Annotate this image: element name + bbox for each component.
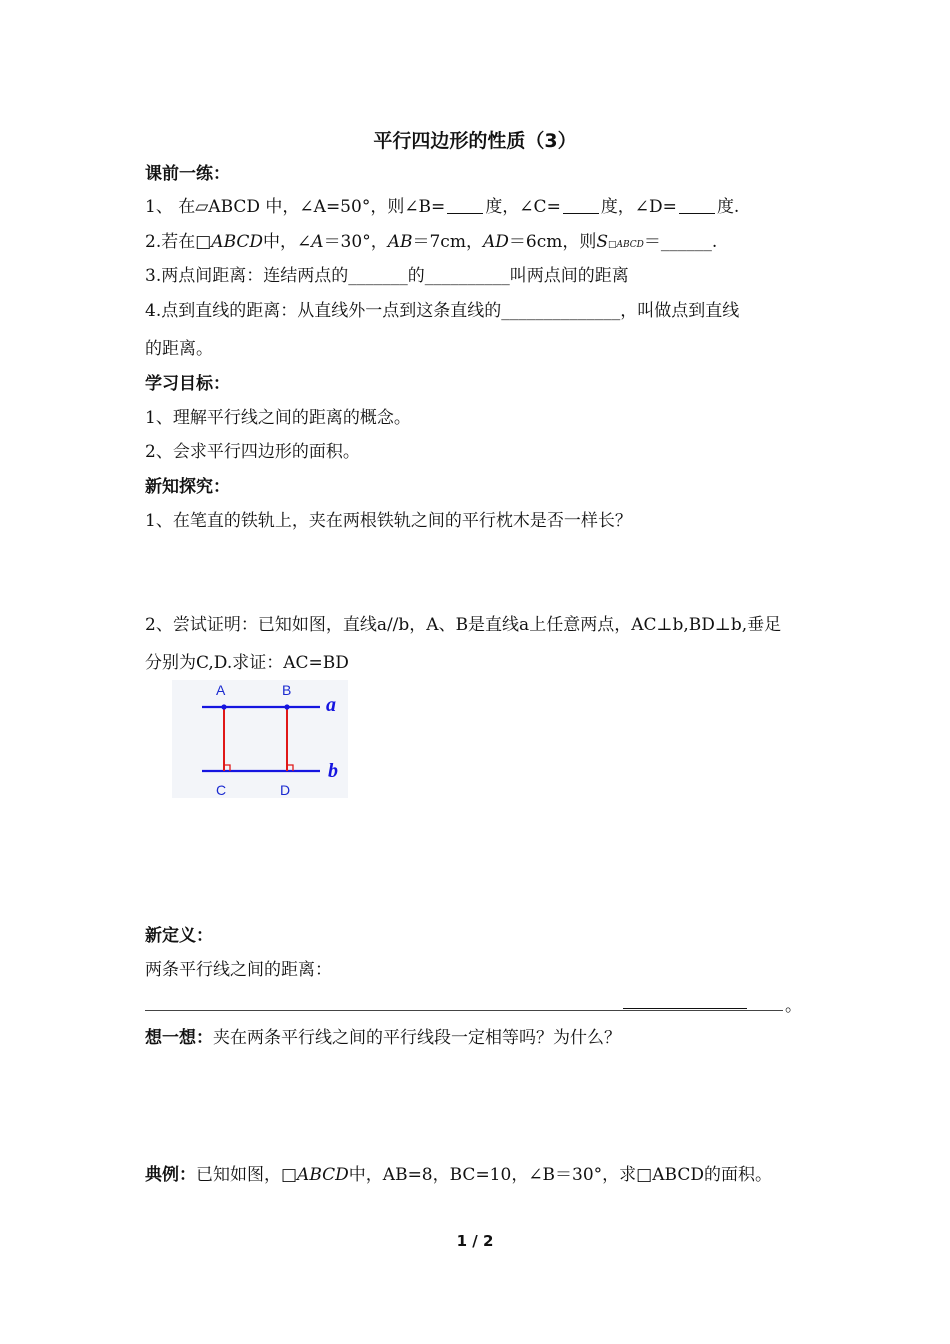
figure-svg (172, 680, 348, 798)
q4-blank: ______________ (501, 301, 621, 321)
example-text: 中，AB=8，BC=10，∠B＝30°，求□ABCD的面积。 (348, 1165, 772, 1185)
q3-blank-2: __________ (424, 266, 510, 286)
q1-blank-d (679, 197, 715, 214)
parallel-lines-figure (172, 680, 348, 798)
example-line (145, 1164, 772, 1186)
example-heading: 典例： (145, 1165, 196, 1185)
q1-suffix: 度. (716, 197, 740, 217)
label-point-c: C (216, 782, 227, 798)
label-point-d: D (280, 782, 291, 798)
question-4-line-1 (145, 300, 739, 322)
question-1 (145, 196, 739, 218)
q1-prefix: 1、 在▱ABCD 中，∠A=50°，则∠B= (145, 197, 446, 217)
goal-item-1: 1、理解平行线之间的距离的概念。 (145, 408, 411, 428)
q3-blank-1: _______ (348, 266, 408, 286)
q2-blank: ______ (660, 232, 712, 252)
question-2 (145, 231, 717, 256)
q3-prefix: 3.两点间距离：连结两点的 (145, 266, 349, 286)
q2-subscript: □ABCD (608, 240, 644, 250)
q3-mid: 的 (407, 266, 425, 286)
think-line (145, 1027, 621, 1049)
definition-answer-line (145, 1010, 783, 1011)
q2-var-s: S (596, 232, 608, 252)
explore-question-1: 1、在笔直的铁轨上，夹在两根铁轨之间的平行枕木是否一样长？ (145, 511, 632, 531)
q2-var-ad: AD (482, 232, 509, 252)
page-title: 平行四边形的性质（3） (373, 130, 577, 152)
point-b (284, 704, 289, 709)
think-heading: 想一想： (145, 1028, 213, 1048)
explore-question-2-line-2: 分别为C,D.求证：AC=BD (145, 653, 349, 673)
q1-mid1: 度，∠C= (485, 197, 561, 217)
q2-prefix: 2.若在 (145, 232, 196, 252)
q2-mid4: ＝6cm，则 (508, 232, 597, 252)
q2-mid3: ＝7cm， (412, 232, 483, 252)
goal-item-2: 2、会求平行四边形的面积。 (145, 442, 360, 462)
goals-heading: 学习目标： (145, 374, 230, 394)
q1-mid2: 度，∠D= (600, 197, 677, 217)
q1-blank-b (447, 197, 483, 214)
think-text: 夹在两条平行线之间的平行线段一定相等吗？为什么？ (213, 1028, 621, 1048)
label-line-a: a (326, 694, 336, 716)
pre-practice-heading: 课前一练： (145, 164, 230, 184)
example-prefix: 已知如图， (196, 1165, 281, 1185)
q2-mid2: ＝30°， (323, 232, 388, 252)
question-3 (145, 265, 629, 287)
q1-blank-c (563, 197, 599, 214)
question-4-line-2: 的距离。 (145, 339, 213, 359)
example-shape: □ABCD (281, 1165, 349, 1185)
page-number: 1 / 2 (456, 1232, 494, 1250)
q4-prefix: 4.点到直线的距离：从直线外一点到这条直线的 (145, 301, 502, 321)
q2-end: . (711, 232, 718, 252)
explore-question-2-line-1: 2、尝试证明：已知如图，直线a//b，A、B是直线a上任意两点，AC⊥b,BD⊥b,垂足 (145, 615, 782, 635)
point-a (221, 704, 226, 709)
explore-heading: 新知探究： (145, 477, 230, 497)
q2-eq: ＝ (643, 232, 661, 252)
definition-text: 两条平行线之间的距离： (145, 960, 332, 980)
definition-answer-underline (623, 1008, 747, 1009)
q4-suffix: ，叫做点到直线 (620, 301, 740, 321)
label-point-a: A (216, 682, 226, 698)
q2-var-ab: AB (387, 232, 413, 252)
q2-mid1: 中，∠ (263, 232, 312, 252)
q3-suffix: 叫两点间的距离 (509, 266, 629, 286)
label-point-b: B (282, 682, 292, 698)
q2-var-a: A (311, 232, 324, 252)
label-line-b: b (328, 760, 338, 782)
definition-heading: 新定义： (145, 926, 213, 946)
q2-shape: □ABCD (195, 232, 264, 252)
definition-end: 。 (785, 996, 802, 1016)
